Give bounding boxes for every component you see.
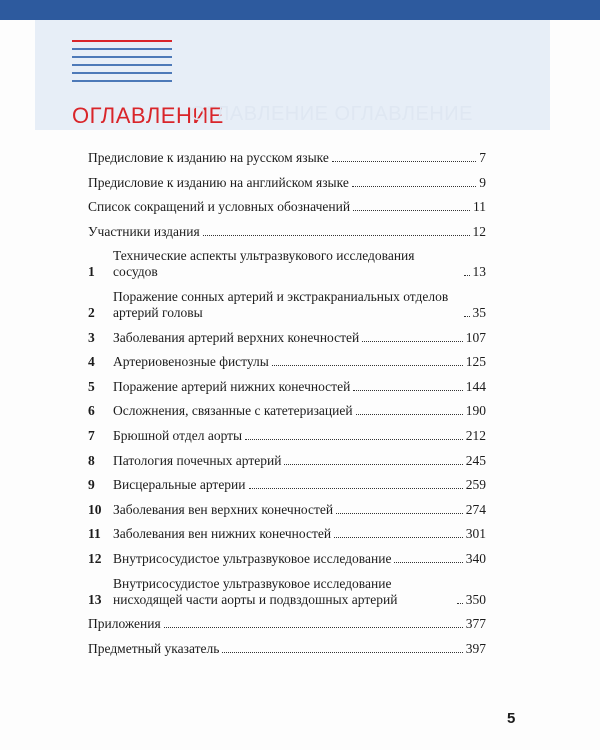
toc-entry[interactable] bbox=[88, 477, 486, 493]
toc-entry-number: 3 bbox=[88, 329, 95, 345]
dot-leader bbox=[334, 537, 463, 538]
toc-entry-page: 107 bbox=[465, 329, 486, 345]
toc-entry[interactable] bbox=[88, 551, 486, 567]
toc-entry[interactable] bbox=[88, 248, 486, 280]
toc-entry-number: 9 bbox=[88, 477, 95, 493]
toc-entry-title: Поражение сонных артерий и экстракраниальных отделов артерий головы bbox=[113, 288, 449, 320]
toc-entry-title: Предисловие к изданию на русском языке bbox=[88, 150, 329, 165]
toc-entry-line bbox=[113, 551, 486, 567]
blue-rule bbox=[72, 48, 172, 50]
toc-entry-title: Заболевания артерий верхних конечностей bbox=[113, 329, 360, 345]
toc-entry-line bbox=[88, 616, 486, 632]
toc-entry-page: 301 bbox=[465, 526, 486, 542]
toc-entry-title: Предисловие к изданию на английском языке bbox=[88, 174, 349, 190]
toc-entry-page: 377 bbox=[465, 616, 486, 632]
blue-rule bbox=[72, 80, 172, 82]
toc-entry-line bbox=[113, 403, 486, 419]
toc-entry-title: Участники издания bbox=[88, 223, 200, 239]
toc-entry-line bbox=[88, 224, 486, 240]
toc-entry-page: 144 bbox=[465, 378, 486, 394]
toc-entry-line bbox=[113, 248, 486, 280]
toc-entry-line bbox=[113, 477, 486, 493]
toc-entry-number: 2 bbox=[88, 304, 95, 320]
toc-entry-page: 259 bbox=[465, 477, 486, 493]
toc-entry-number: 12 bbox=[88, 550, 102, 566]
toc-entry-number: 1 bbox=[88, 264, 95, 280]
toc-entry-title: Внутрисосудистое ультразвуковое исследование нисходящей части аорты и подвздошных артерий bbox=[113, 575, 398, 607]
dot-leader bbox=[352, 186, 476, 187]
toc-entry-number: 6 bbox=[88, 403, 95, 419]
toc-entry[interactable] bbox=[88, 502, 486, 518]
toc-entry-title: Заболевания вен нижних конечностей bbox=[113, 526, 332, 542]
dot-leader bbox=[353, 390, 462, 391]
toc-entry-page: 13 bbox=[472, 264, 486, 280]
toc-entry-number: 10 bbox=[88, 501, 102, 517]
dot-leader bbox=[336, 513, 463, 514]
toc-entry-page: 190 bbox=[465, 403, 486, 419]
dot-leader bbox=[353, 210, 470, 211]
toc-entry-line bbox=[113, 289, 486, 321]
dot-leader bbox=[356, 414, 463, 415]
dot-leader bbox=[362, 341, 463, 342]
toc-entry-number: 4 bbox=[88, 354, 95, 370]
toc-entry[interactable] bbox=[88, 175, 486, 191]
toc-entry-number: 5 bbox=[88, 378, 95, 394]
dot-leader bbox=[245, 439, 463, 440]
blue-rule bbox=[72, 64, 172, 66]
dot-leader bbox=[394, 562, 462, 563]
dot-leader bbox=[249, 488, 463, 489]
toc-entry-line bbox=[88, 641, 486, 657]
toc-entry-page: 340 bbox=[465, 550, 486, 566]
toc-entry-number: 8 bbox=[88, 452, 95, 468]
toc-entry[interactable] bbox=[88, 641, 486, 657]
toc-entry-line bbox=[88, 199, 486, 215]
toc-entry-title: Осложнения, связанные с катетеризацией bbox=[113, 403, 353, 419]
blue-rule bbox=[72, 72, 172, 74]
dot-leader bbox=[203, 235, 470, 236]
toc-entry-line bbox=[113, 330, 486, 346]
toc-entry[interactable] bbox=[88, 199, 486, 215]
toc-entry-line bbox=[113, 526, 486, 542]
toc-entry-page: 125 bbox=[465, 354, 486, 370]
dot-leader bbox=[464, 316, 470, 317]
toc-entry-number: 11 bbox=[88, 526, 101, 542]
toc-entry-line bbox=[113, 453, 486, 469]
dot-leader bbox=[332, 161, 476, 162]
toc-entry-line bbox=[113, 576, 486, 608]
dot-leader bbox=[464, 275, 470, 276]
dot-leader bbox=[457, 603, 463, 604]
dot-leader bbox=[284, 464, 462, 465]
toc-entry[interactable] bbox=[88, 330, 486, 346]
toc-entry-line bbox=[113, 379, 486, 395]
toc-entry-title: Заболевания вен верхних конечностей bbox=[113, 501, 334, 517]
toc-entry-page: 7 bbox=[479, 150, 486, 165]
toc-entry[interactable] bbox=[88, 453, 486, 469]
toc-entry-number: 7 bbox=[88, 427, 95, 443]
toc-entry-page: 12 bbox=[472, 223, 486, 239]
top-color-band bbox=[0, 0, 600, 20]
toc-entry-title: Патология почечных артерий bbox=[113, 452, 282, 468]
toc-entry-line bbox=[88, 175, 486, 191]
toc-entry[interactable] bbox=[88, 379, 486, 395]
toc-entry-page: 397 bbox=[465, 640, 486, 656]
toc-entry-title: Внутрисосудистое ультразвуковое исследование bbox=[113, 550, 392, 566]
toc-entry-title: Приложения bbox=[88, 616, 161, 632]
page-title: ОГЛАВЛЕНИЕ bbox=[72, 103, 224, 128]
toc-entry[interactable] bbox=[88, 150, 486, 166]
toc-entry-title: Артериовенозные фистулы bbox=[113, 354, 269, 370]
toc-entry-title: Висцеральные артерии bbox=[113, 477, 246, 493]
toc-entry-page: 11 bbox=[473, 199, 486, 215]
toc-entry-line bbox=[113, 428, 486, 444]
table-of-contents bbox=[88, 150, 486, 665]
toc-entry[interactable] bbox=[88, 224, 486, 240]
toc-entry-line bbox=[88, 150, 486, 166]
toc-entry[interactable] bbox=[88, 354, 486, 370]
toc-entry-title: Список сокращений и условных обозначений bbox=[88, 199, 351, 215]
toc-entry-page: 245 bbox=[465, 452, 486, 468]
toc-entry[interactable] bbox=[88, 616, 486, 632]
toc-entry-page: 9 bbox=[479, 174, 486, 190]
red-rule bbox=[72, 40, 172, 42]
toc-entry-title: Предметный указатель bbox=[88, 640, 220, 656]
dot-leader bbox=[164, 627, 463, 628]
page-title-ghost: ОГЛАВЛЕНИЕ ОГЛАВЛЕНИЕ bbox=[190, 103, 473, 125]
dot-leader bbox=[272, 365, 463, 366]
dot-leader bbox=[222, 652, 462, 653]
toc-entry[interactable] bbox=[88, 428, 486, 444]
toc-entry-number: 13 bbox=[88, 591, 102, 607]
blue-rule bbox=[72, 56, 172, 58]
toc-entry-title: Технические аспекты ультразвукового исследования сосудов bbox=[113, 248, 415, 280]
toc-entry[interactable] bbox=[88, 289, 486, 321]
toc-entry-page: 274 bbox=[465, 501, 486, 517]
toc-entry-title: Поражение артерий нижних конечностей bbox=[113, 378, 351, 394]
toc-entry-page: 35 bbox=[472, 304, 486, 320]
toc-entry-line bbox=[113, 354, 486, 370]
toc-entry-page: 212 bbox=[465, 427, 486, 443]
toc-entry[interactable] bbox=[88, 576, 486, 608]
toc-entry-line bbox=[113, 502, 486, 518]
toc-entry-title: Брюшной отдел аорты bbox=[113, 427, 243, 443]
toc-entry[interactable] bbox=[88, 403, 486, 419]
toc-entry-page: 350 bbox=[465, 591, 486, 607]
decorative-rules bbox=[72, 40, 172, 88]
toc-entry[interactable] bbox=[88, 526, 486, 542]
page-number: 5 bbox=[507, 710, 516, 727]
